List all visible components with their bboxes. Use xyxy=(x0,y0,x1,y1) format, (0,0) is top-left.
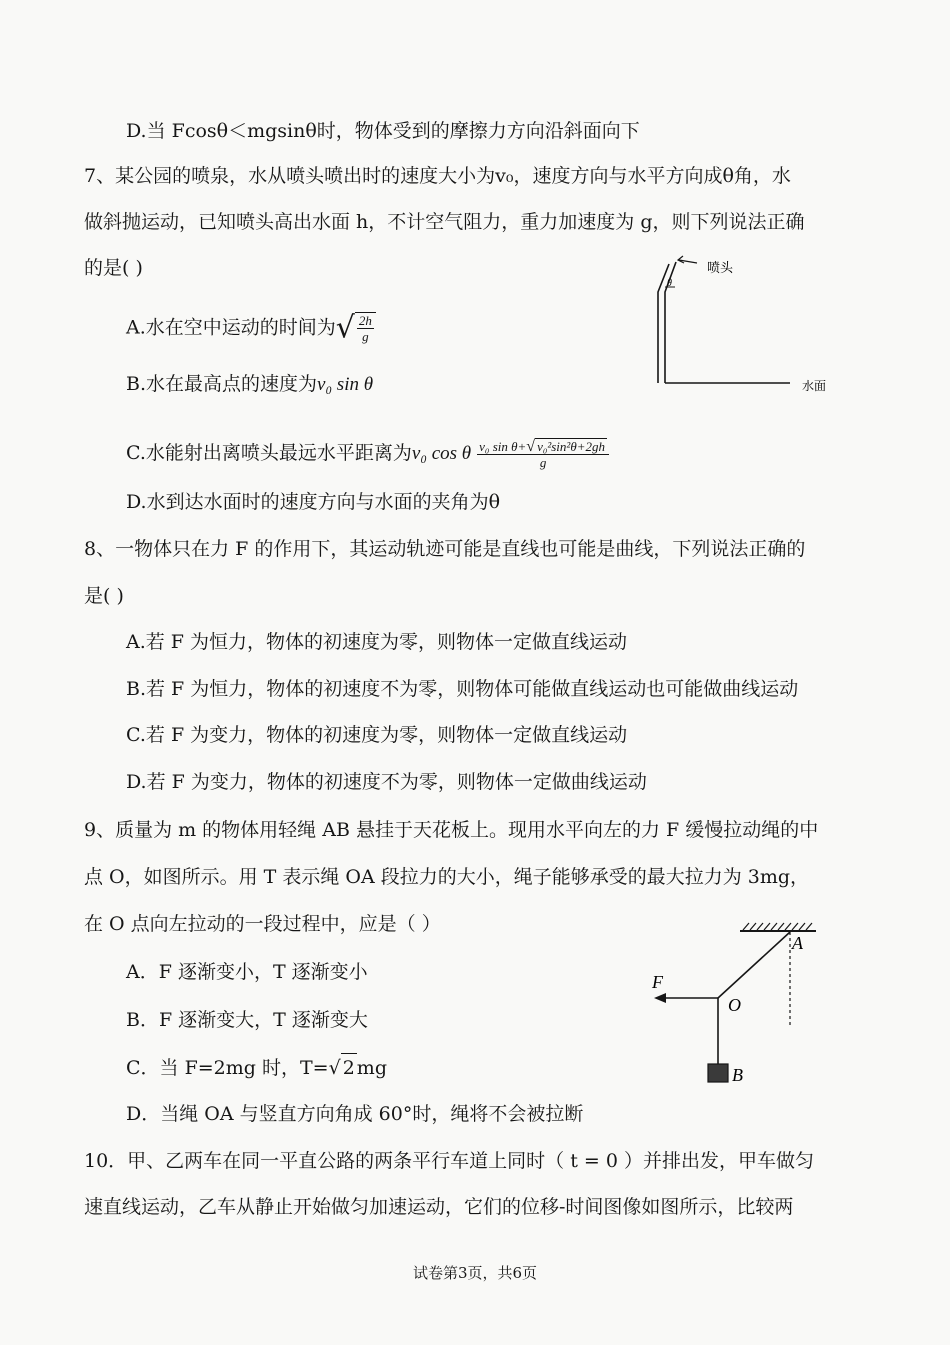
q7-option-a-text: A.水在空中运动的时间为 xyxy=(126,316,336,339)
q8-option-a: A.若 F 为恒力，物体的初速度为零，则物体一定做直线运动 xyxy=(126,631,628,653)
q10-stem-line1: 10．甲、乙两车在同一平直公路的两条平行车道上同时（ t = 0 ）并排出发，甲车做匀 xyxy=(84,1150,814,1172)
q9-option-c-post: mg xyxy=(356,1057,387,1079)
ceiling-hatch xyxy=(743,923,812,930)
q7-stem-line2: 做斜抛运动，已知喷头高出水面 h，不计空气阻力，重力加速度为 g，则下列说法正确 xyxy=(84,211,805,233)
q8-option-b: B.若 F 为恒力，物体的初速度不为零，则物体可能做直线运动也可能做曲线运动 xyxy=(126,678,799,700)
q7-option-d: D.水到达水面时的速度方向与水面的夹角为θ xyxy=(126,491,501,513)
sqrt-sign: √ xyxy=(328,1057,341,1079)
mass-block xyxy=(708,1064,728,1082)
q7-option-c-math: v₀ cos θ xyxy=(411,443,472,464)
q7-option-a-fraction xyxy=(357,313,374,344)
water-label: 水面 xyxy=(802,379,827,393)
q9-option-a: A．F 逐渐变小，T 逐渐变小 xyxy=(126,961,368,983)
page-footer: 试卷第3页，共6页 xyxy=(412,1264,538,1282)
q7-option-c-fraction xyxy=(477,438,609,470)
q7-stem-line1: 7、某公园的喷泉，水从喷头喷出时的速度大小为v₀，速度方向与水平方向成θ角，水 xyxy=(84,165,791,187)
angle-label: θ xyxy=(667,278,672,289)
q9-stem-line1: 9、质量为 m 的物体用轻绳 AB 悬挂于天花板上。现用水平向左的力 F 缓慢拉动绳的中 xyxy=(84,819,819,841)
arrow-head-icon xyxy=(678,256,684,263)
q9-rope-figure xyxy=(640,918,830,1093)
q7-option-c-num-b: v₀²sin²θ+2gh xyxy=(537,439,605,454)
q7-option-c-num-a: v₀ sin θ+ xyxy=(479,439,527,454)
q7-option-c-den: g xyxy=(539,455,547,470)
q8-stem-line1: 8、一物体只在力 F 的作用下，其运动轨迹可能是直线也可能是曲线，下列说法正确的 xyxy=(84,538,806,560)
q7-option-c-text: C.水能射出离喷头最远水平距离为 xyxy=(126,442,412,464)
q9-option-c-pre: C．当 F=2mg 时，T= xyxy=(126,1057,329,1079)
q9-option-c-root: 2 xyxy=(341,1053,357,1082)
q7-stem-line3: 的是( ) xyxy=(84,257,143,279)
q7-option-a-num: 2h xyxy=(358,313,372,328)
label-f: F xyxy=(652,972,663,992)
q7-option-c xyxy=(126,438,609,470)
sqrt-sign: √ xyxy=(526,438,536,455)
q8-option-d: D.若 F 为变力，物体的初速度不为零，则物体一定做曲线运动 xyxy=(126,771,647,793)
label-b: B xyxy=(732,1065,743,1085)
rope-oa xyxy=(718,932,790,998)
q7-option-a-den: g xyxy=(362,329,369,344)
nozzle-label: 喷头 xyxy=(707,260,734,275)
q10-stem-line2: 速直线运动，乙车从静止开始做匀加速运动，它们的位移-时间图像如图所示，比较两 xyxy=(84,1196,794,1218)
q9-stem-line2: 点 O，如图所示。用 T 表示绳 OA 段拉力的大小，绳子能够承受的最大拉力为 3mg， xyxy=(84,866,810,888)
q7-option-b-math: v₀ sin θ xyxy=(317,374,374,395)
label-o: O xyxy=(728,995,741,1015)
q7-option-b-text: B.水在最高点的速度为 xyxy=(126,373,318,395)
q9-option-d: D．当绳 OA 与竖直方向角成 60°时，绳将不会被拉断 xyxy=(126,1103,584,1125)
q6-option-d: D.当 Fcosθ＜mgsinθ时，物体受到的摩擦力方向沿斜面向下 xyxy=(126,120,640,142)
q9-option-b: B．F 逐渐变大，T 逐渐变大 xyxy=(126,1009,368,1031)
label-a: A xyxy=(792,933,803,953)
sqrt-sign: √ xyxy=(335,310,355,346)
q7-option-a xyxy=(126,312,376,344)
force-arrow-icon xyxy=(654,993,666,1003)
q8-option-c: C.若 F 为变力，物体的初速度为零，则物体一定做直线运动 xyxy=(126,724,628,746)
q9-stem-line3: 在 O 点向左拉动的一段过程中，应是（ ） xyxy=(84,913,441,935)
q9-option-c xyxy=(126,1053,387,1082)
q7-fountain-figure xyxy=(625,250,845,400)
q7-option-b xyxy=(126,370,373,399)
q8-stem-line2: 是( ) xyxy=(84,585,124,607)
